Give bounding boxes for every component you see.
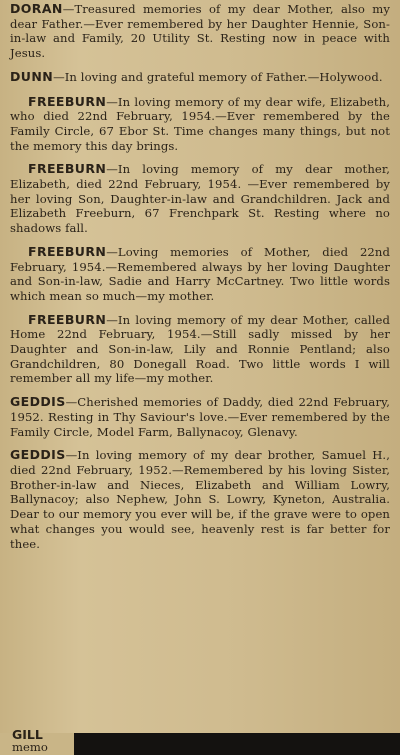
notice-text: —In loving and grateful memory of Father.—Holywood. [53, 69, 383, 84]
notice-surname: GEDDIS [10, 447, 66, 463]
notice-surname: FREEBURN [28, 161, 107, 177]
notice-surname: FREEBURN [28, 311, 107, 327]
notice-text: —In loving memory of my dear Mother, called Home 22nd February, 1954.—Still sadly missed by her Daughter and Son-in-law, Lily and Ronnie Pentland; also Grandchildren, 80 Donegall Road. Two little words I will remember all my life—my mother. [10, 312, 390, 386]
notice-freeburn-4 [10, 313, 390, 387]
notice-text: memo [12, 740, 48, 754]
notice-surname: DUNN [10, 68, 54, 84]
notice-text: —Loving memories of Mother, died 22nd February, 1954.—Remembered always by her loving Daughter and Son-in-law, Sadie and Harry McCartney. Two little words which mean so much—my mother. [10, 244, 390, 303]
notice-text: —In loving memory of my dear brother, Samuel H., died 22nd February, 1952.—Remembered by his loving Sister, Brother-in-law and Nieces, Elizabeth and William Lowry, Ballynacoy; also Nephew, John S. Lowry, Kyneton, Australia. Dear to our memory you ever will be, if the grave were to open what changes you would see, heavenly rest is far better for thee. [10, 448, 390, 551]
notice-freeburn-2 [10, 162, 390, 236]
notice-surname: GILL [12, 727, 43, 742]
notice-partial [12, 729, 48, 753]
notice-text: —Cherished memories of Daddy, died 22nd February, 1952. Resting in Thy Saviour's love.—Ever remembered by the Family Circle, Model Farm, Ballynacoy, Glenavy. [10, 395, 390, 439]
notice-surname: FREEBURN [28, 243, 107, 259]
notice-geddis-2 [10, 448, 390, 551]
notice-text: —In loving memory of my dear wife, Elizabeth, who died 22nd February, 1954.—Ever remembered by the Family Circle, 67 Ebor St. Time changes many things, but not the memory this day brings. [10, 94, 390, 153]
notice-surname: DORAN [10, 1, 63, 16]
notice-text: —In loving memory of my dear mother, Elizabeth, died 22nd February, 1954. —Ever remembered by her loving Son, Daughter-in-law and Grandchildren. Jack and Elizabeth Freeburn, 67 Frenchpark St. Resting where no shadows fall. [10, 162, 390, 236]
notice-text: —Treasured memories of my dear Mother, also my dear Father.—Ever remembered by her Daughter Hennie, Son-in-law and Family, 20 Utility St. Resting now in peace with Jesus. [10, 2, 390, 61]
notice-freeburn-1 [10, 95, 390, 154]
notice-geddis-1 [10, 395, 390, 439]
notice-doran [10, 2, 390, 61]
notice-freeburn-3 [10, 245, 390, 304]
notice-surname: FREEBURN [28, 93, 107, 109]
scan-border-shadow [74, 733, 400, 755]
notice-dunn [10, 70, 390, 85]
notice-surname: GEDDIS [10, 394, 66, 410]
